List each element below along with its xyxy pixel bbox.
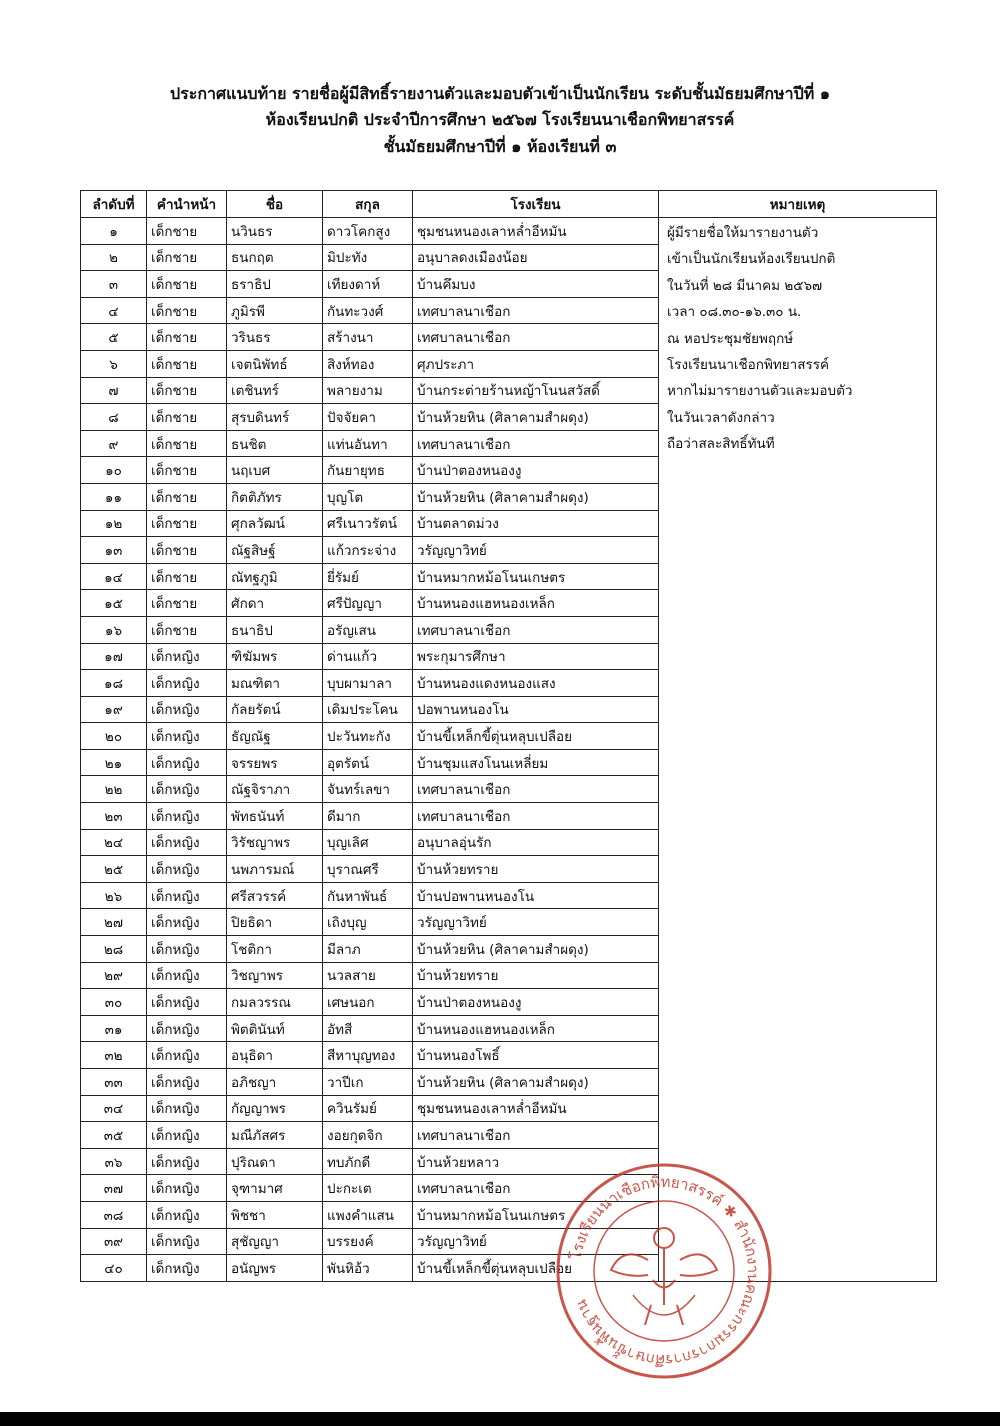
first-name-cell: ธนชิต [227,430,323,457]
prefix-cell: เด็กชาย [147,244,227,271]
column-header-order: ลำดับที่ [81,191,147,218]
last-name-cell: อัทสี [323,1015,413,1042]
last-name-cell: งอยกุดจิก [323,1122,413,1149]
prefix-cell: เด็กชาย [147,590,227,617]
prefix-cell: เด็กหญิง [147,1148,227,1175]
first-name-cell: ธนาธิป [227,616,323,643]
school-cell: บ้านหมากหม้อโนนเกษตร [413,563,659,590]
table-row [81,218,937,245]
first-name-cell: นฤเบศ [227,457,323,484]
order-cell: ๒๕ [81,856,147,883]
table-header-row [81,191,937,218]
order-cell: ๓๕ [81,1122,147,1149]
last-name-cell: อรัญเสน [323,616,413,643]
order-cell: ๓๑ [81,1015,147,1042]
prefix-cell: เด็กหญิง [147,1255,227,1282]
first-name-cell: กัลยรัตน์ [227,696,323,723]
last-name-cell: บุราณศรี [323,856,413,883]
order-cell: ๓๗ [81,1175,147,1202]
first-name-cell: ภูมิรพี [227,297,323,324]
school-cell: อนุบาลอุ่นรัก [413,829,659,856]
prefix-cell: เด็กหญิง [147,1122,227,1149]
order-cell: ๓๖ [81,1148,147,1175]
order-cell: ๓๘ [81,1201,147,1228]
first-name-cell: อภิชญา [227,1069,323,1096]
order-cell: ๓๔ [81,1095,147,1122]
last-name-cell: มิปะทัง [323,244,413,271]
first-name-cell: ปุริณดา [227,1148,323,1175]
column-header-first-name: ชื่อ [227,191,323,218]
school-cell: บ้านหนองแฮหนองเหล็ก [413,590,659,617]
last-name-cell: บรรยงค์ [323,1228,413,1255]
first-name-cell: อนุธิดา [227,1042,323,1069]
first-name-cell: สุรบดินทร์ [227,404,323,431]
order-cell: ๒๓ [81,803,147,830]
order-cell: ๒๗ [81,909,147,936]
prefix-cell: เด็กหญิง [147,936,227,963]
school-cell: บ้านห้วยหิน (ศิลาคามสำผดุง) [413,404,659,431]
school-cell: ปอพานหนองโน [413,696,659,723]
order-cell: ๓๙ [81,1228,147,1255]
last-name-cell: เดิมประโคน [323,696,413,723]
school-cell: วรัญญาวิทย์ [413,909,659,936]
first-name-cell: ศักดา [227,590,323,617]
prefix-cell: เด็กชาย [147,430,227,457]
order-cell: ๖ [81,350,147,377]
remark-cell [659,218,937,1282]
last-name-cell: นวลสาย [323,962,413,989]
prefix-cell: เด็กหญิง [147,1095,227,1122]
prefix-cell: เด็กหญิง [147,882,227,909]
last-name-cell: แพงคำแสน [323,1201,413,1228]
prefix-cell: เด็กชาย [147,563,227,590]
first-name-cell: ปิยธิดา [227,909,323,936]
last-name-cell: กันหาพันธ์ [323,882,413,909]
prefix-cell: เด็กชาย [147,510,227,537]
order-cell: ๒๖ [81,882,147,909]
order-cell: ๒๘ [81,936,147,963]
order-cell: ๘ [81,404,147,431]
prefix-cell: เด็กหญิง [147,1069,227,1096]
first-name-cell: วรินธร [227,324,323,351]
last-name-cell: ศรีเนาวรัตน์ [323,510,413,537]
school-cell: บ้านห้วยหิน (ศิลาคามสำผดุง) [413,936,659,963]
first-name-cell: ฑิฆัมพร [227,643,323,670]
school-cell: บ้านป่าตองหนองงู [413,989,659,1016]
first-name-cell: จุฑามาศ [227,1175,323,1202]
prefix-cell: เด็กชาย [147,483,227,510]
order-cell: ๑๖ [81,616,147,643]
last-name-cell: ปะกะเต [323,1175,413,1202]
prefix-cell: เด็กหญิง [147,776,227,803]
school-cell: บ้านชุมแสงโนนเหลี่ยม [413,749,659,776]
school-cell: บ้านหนองแดงหนองแสง [413,670,659,697]
table-body [81,218,937,1282]
first-name-cell: ณัฐสิษฐ์ [227,537,323,564]
first-name-cell: ณัฐจิราภา [227,776,323,803]
last-name-cell: ควินรัมย์ [323,1095,413,1122]
last-name-cell: เถิงบุญ [323,909,413,936]
school-cell: บ้านขี้เหล็กขี้ตุ่นหลุบเปลือย [413,723,659,750]
column-header-remark: หมายเหตุ [659,191,937,218]
order-cell: ๒ [81,244,147,271]
school-cell: เทศบาลนาเชือก [413,803,659,830]
last-name-cell: กันยายุทธ [323,457,413,484]
first-name-cell: กัญญาพร [227,1095,323,1122]
school-cell: วรัญญาวิทย์ [413,537,659,564]
column-header-school: โรงเรียน [413,191,659,218]
bottom-edge-bar [0,1412,1000,1426]
first-name-cell: ธราธิป [227,271,323,298]
prefix-cell: เด็กชาย [147,297,227,324]
remark-line: ณ หอประชุมชัยพฤกษ์ [667,330,794,347]
prefix-cell: เด็กหญิง [147,1015,227,1042]
remark-line: ผู้มีรายชื่อให้มารายงานตัว [667,225,819,241]
prefix-cell: เด็กชาย [147,350,227,377]
last-name-cell: ปัจจัยคา [323,404,413,431]
last-name-cell: บุญเลิศ [323,829,413,856]
last-name-cell: แท่นอันทา [323,430,413,457]
order-cell: ๓ [81,271,147,298]
school-cell: เทศบาลนาเชือก [413,430,659,457]
school-cell: เทศบาลนาเชือก [413,616,659,643]
order-cell: ๑๕ [81,590,147,617]
school-cell: เทศบาลนาเชือก [413,297,659,324]
remark-line: ถือว่าสละสิทธิ์ทันที [667,436,775,453]
remark-line: เข้าเป็นนักเรียนห้องเรียนปกติ [667,251,836,268]
first-name-cell: พิชชา [227,1201,323,1228]
last-name-cell: บุบผามาลา [323,670,413,697]
first-name-cell: กิตติภัทร [227,483,323,510]
prefix-cell: เด็กหญิง [147,696,227,723]
remark-line: หากไม่มารายงานตัวและมอบตัว [667,383,853,400]
last-name-cell: ทบภักดี [323,1148,413,1175]
order-cell: ๑๓ [81,537,147,564]
column-header-last-name: สกุล [323,191,413,218]
prefix-cell: เด็กชาย [147,377,227,404]
first-name-cell: เตชินทร์ [227,377,323,404]
first-name-cell: ศุกลวัฒน์ [227,510,323,537]
prefix-cell: เด็กหญิง [147,723,227,750]
school-cell: พระกุมารศึกษา [413,643,659,670]
last-name-cell: บุญโต [323,483,413,510]
school-cell: ศุภประภา [413,350,659,377]
last-name-cell: พันหิอ้ว [323,1255,413,1282]
school-cell: บ้านตลาดม่วง [413,510,659,537]
first-name-cell: ศรีสวรรค์ [227,882,323,909]
order-cell: ๔ [81,297,147,324]
school-cell: อนุบาลดงเมืองน้อย [413,244,659,271]
student-roster-table [80,190,937,1282]
prefix-cell: เด็กชาย [147,537,227,564]
first-name-cell: เจตนิพัทธ์ [227,350,323,377]
prefix-cell: เด็กชาย [147,324,227,351]
prefix-cell: เด็กหญิง [147,1228,227,1255]
order-cell: ๑๒ [81,510,147,537]
first-name-cell: สุชัญญา [227,1228,323,1255]
title-line-1: ประกาศแนบท้าย รายชื่อผู้มีสิทธิ์รายงานตัวและมอบตัวเข้าเป็นนักเรียน ระดับชั้นมัธยมศึกษาปีที่ ๑ [169,84,831,103]
last-name-cell: อุตรัตน์ [323,749,413,776]
school-cell: บ้านห้วยหิน (ศิลาคามสำผดุง) [413,483,659,510]
last-name-cell: ยี่รัมย์ [323,563,413,590]
seal-text: โรงเรียนนาเชือกพิทยาสรรค์ ✱ สำนักงานคณะกรรมการการศึกษาขั้นพื้นฐาน [566,1172,763,1370]
first-name-cell: ณัทฐภูมิ [227,563,323,590]
school-seal [553,1160,775,1382]
last-name-cell: กันทะวงศ์ [323,297,413,324]
first-name-cell: กมลวรรณ [227,989,323,1016]
school-cell: บ้านห้วยทราย [413,856,659,883]
prefix-cell: เด็กชาย [147,271,227,298]
order-cell: ๓๒ [81,1042,147,1069]
garuda-emblem [611,1228,717,1325]
order-cell: ๒๑ [81,749,147,776]
order-cell: ๒๒ [81,776,147,803]
order-cell: ๗ [81,377,147,404]
last-name-cell: เศษนอก [323,989,413,1016]
first-name-cell: นวินธร [227,218,323,245]
first-name-cell: ธัญณัฐ [227,723,323,750]
school-cell: บ้านห้วยหิน (ศิลาคามสำผดุง) [413,1069,659,1096]
prefix-cell: เด็กชาย [147,616,227,643]
order-cell: ๒๔ [81,829,147,856]
order-cell: ๓๐ [81,989,147,1016]
prefix-cell: เด็กชาย [147,457,227,484]
school-cell: บ้านห้วยทราย [413,962,659,989]
first-name-cell: อนัญพร [227,1255,323,1282]
order-cell: ๑๑ [81,483,147,510]
school-cell: บ้านป่าตองหนองงู [413,457,659,484]
prefix-cell: เด็กหญิง [147,749,227,776]
prefix-cell: เด็กชาย [147,404,227,431]
school-cell: เทศบาลนาเชือก [413,1122,659,1149]
first-name-cell: วิชญาพร [227,962,323,989]
remark-line: ในวันเวลาดังกล่าว [667,409,775,426]
order-cell: ๑๘ [81,670,147,697]
school-cell: บ้านหนองแฮหนองเหล็ก [413,1015,659,1042]
school-cell: บ้านขี้เหล็กขี้ตุ่นหลุบเปลือย [413,1255,659,1282]
order-cell: ๑๙ [81,696,147,723]
school-cell: บ้านหมากหม้อโนนเกษตร [413,1201,659,1228]
order-cell: ๓๓ [81,1069,147,1096]
column-header-prefix: คำนำหน้า [147,191,227,218]
first-name-cell: โชติกา [227,936,323,963]
school-cell: เทศบาลนาเชือก [413,324,659,351]
prefix-cell: เด็กชาย [147,218,227,245]
last-name-cell: สีหาบุญทอง [323,1042,413,1069]
order-cell: ๑๗ [81,643,147,670]
last-name-cell: แก้วกระจ่าง [323,537,413,564]
school-cell: บ้านห้วยหลาว [413,1148,659,1175]
last-name-cell: ด่านแก้ว [323,643,413,670]
prefix-cell: เด็กหญิง [147,803,227,830]
remark-line: ในวันที่ ๒๘ มีนาคม ๒๕๖๗ [667,277,823,294]
school-cell: ชุมชนหนองเลาหล่ำอีหมัน [413,218,659,245]
school-cell: เทศบาลนาเชือก [413,776,659,803]
order-cell: ๑๐ [81,457,147,484]
title-line-2: ห้องเรียนปกติ ประจำปีการศึกษา ๒๕๖๗ โรงเรียนนาเชือกพิทยาสรรค์ [265,110,735,129]
title-line-3: ชั้นมัธยมศึกษาปีที่ ๑ ห้องเรียนที่ ๓ [383,137,617,156]
school-cell: บ้านหนองโพธิ์ [413,1042,659,1069]
first-name-cell: จรรยพร [227,749,323,776]
prefix-cell: เด็กหญิง [147,670,227,697]
prefix-cell: เด็กหญิง [147,1175,227,1202]
prefix-cell: เด็กหญิง [147,856,227,883]
last-name-cell: สิงห์ทอง [323,350,413,377]
school-cell: ชุมชนหนองเลาหล่ำอีหมัน [413,1095,659,1122]
prefix-cell: เด็กหญิง [147,989,227,1016]
last-name-cell: วาปีเก [323,1069,413,1096]
prefix-cell: เด็กหญิง [147,962,227,989]
order-cell: ๒๙ [81,962,147,989]
last-name-cell: ศรีปัญญา [323,590,413,617]
last-name-cell: พลายงาม [323,377,413,404]
order-cell: ๑ [81,218,147,245]
first-name-cell: พัทธนันท์ [227,803,323,830]
prefix-cell: เด็กหญิง [147,829,227,856]
first-name-cell: ธนกฤต [227,244,323,271]
first-name-cell: นพภารมณ์ [227,856,323,883]
order-cell: ๔๐ [81,1255,147,1282]
last-name-cell: จันทร์เลขา [323,776,413,803]
prefix-cell: เด็กหญิง [147,1042,227,1069]
last-name-cell: สร้างนา [323,324,413,351]
first-name-cell: วิรัชญาพร [227,829,323,856]
last-name-cell: ปะวันทะกัง [323,723,413,750]
school-cell: วรัญญาวิทย์ [413,1228,659,1255]
last-name-cell: มีลาภ [323,936,413,963]
school-cell: เทศบาลนาเชือก [413,1175,659,1202]
order-cell: ๙ [81,430,147,457]
first-name-cell: มณฑิตา [227,670,323,697]
last-name-cell: เทียงดาห์ [323,271,413,298]
first-name-cell: พิตตินันท์ [227,1015,323,1042]
school-cell: บ้านกระต่ายร้านหญ้าโนนสวัสดิ์ [413,377,659,404]
school-cell: บ้านคึมบง [413,271,659,298]
last-name-cell: ดีมาก [323,803,413,830]
prefix-cell: เด็กหญิง [147,1201,227,1228]
order-cell: ๕ [81,324,147,351]
order-cell: ๒๐ [81,723,147,750]
prefix-cell: เด็กหญิง [147,909,227,936]
school-cell: บ้านปอพานหนองโน [413,882,659,909]
order-cell: ๑๔ [81,563,147,590]
remark-line: โรงเรียนนาเชือกพิทยาสรรค์ [667,357,830,374]
last-name-cell: ดาวโคกสูง [323,218,413,245]
prefix-cell: เด็กหญิง [147,643,227,670]
remark-line: เวลา ๐๘.๓๐-๑๖.๓๐ น. [667,304,802,321]
first-name-cell: มณีภัสศร [227,1122,323,1149]
